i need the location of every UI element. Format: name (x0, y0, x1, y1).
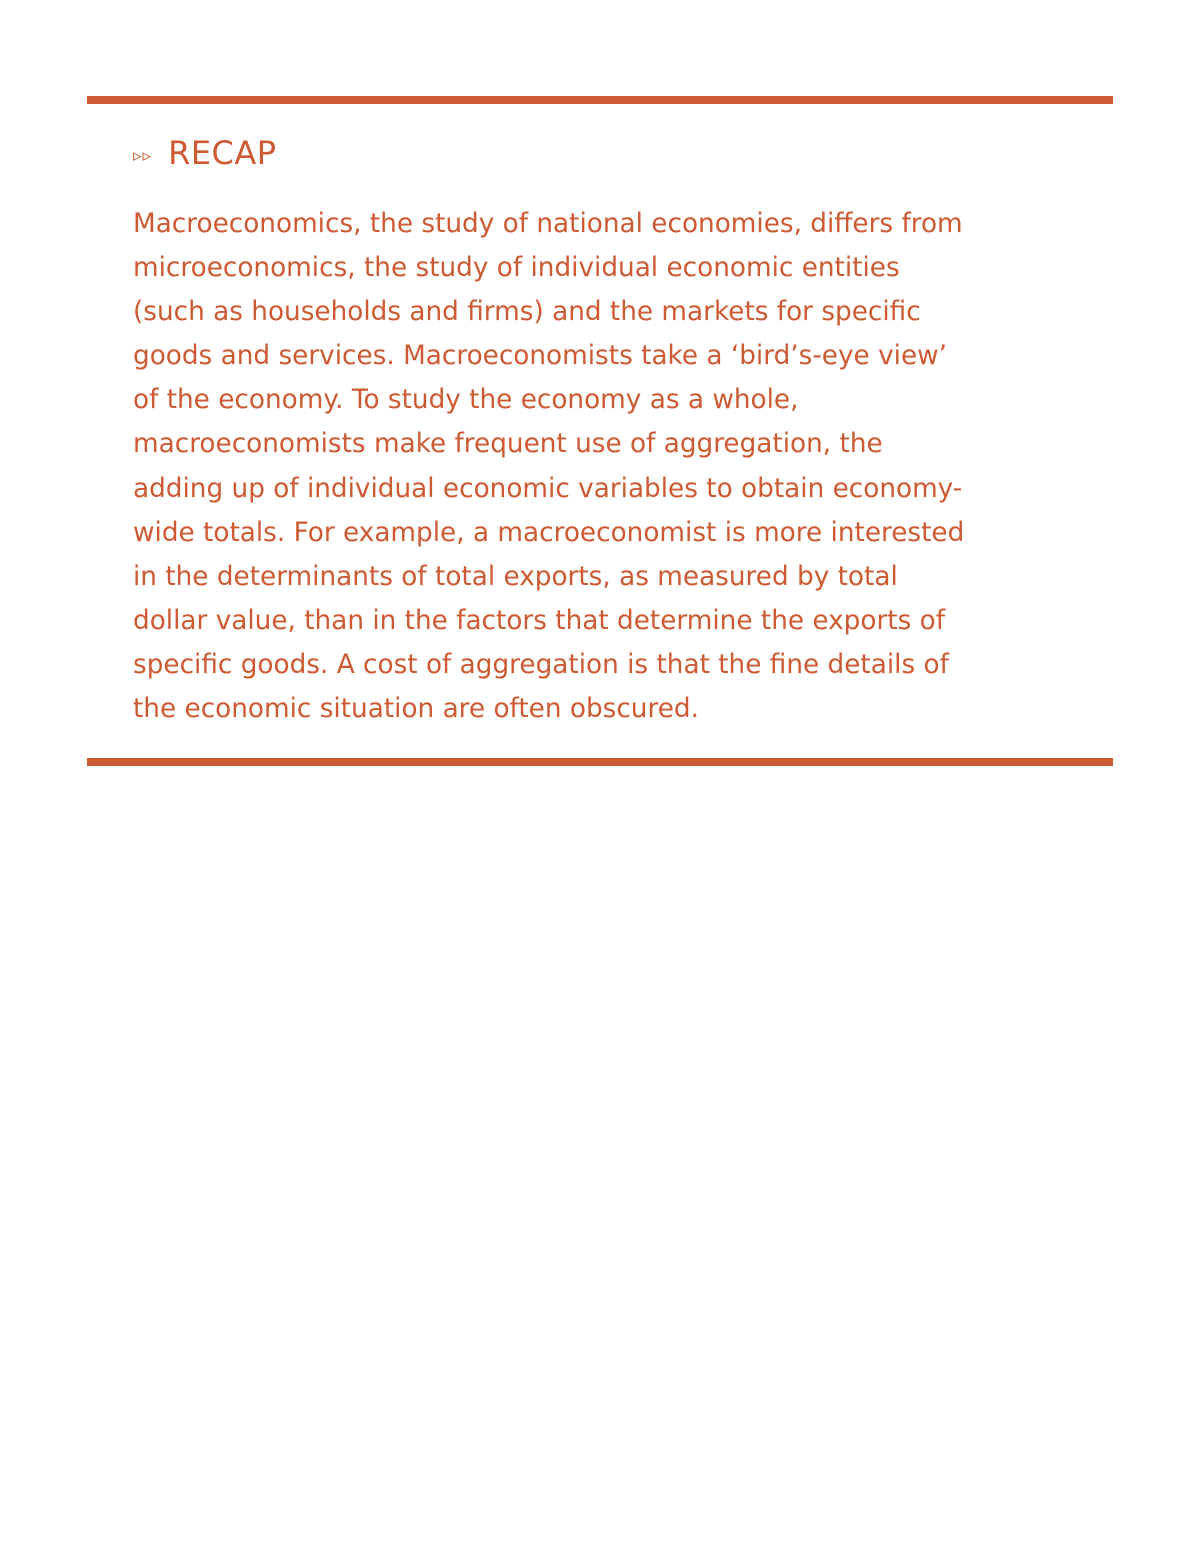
recap-line: wide totals. For example, a macroeconomist is more interested (133, 517, 965, 548)
recap-line: specific goods. A cost of aggregation is that the fine details of (133, 649, 949, 680)
recap-line: macroeconomists make frequent use of aggregation, the (133, 429, 883, 460)
recap-line: dollar value, than in the factors that determine the exports of (133, 605, 945, 636)
double-triangle-icon: ▹▹ (133, 146, 153, 166)
recap-body (133, 202, 1073, 731)
recap-line: the economic situation are often obscured. (133, 694, 699, 725)
recap-line: goods and services. Macroeconomists take a ‘bird’s-eye view’ (133, 341, 947, 372)
recap-title: RECAP (168, 134, 277, 172)
recap-header (133, 134, 277, 172)
bottom-divider (87, 758, 1113, 766)
top-divider (87, 96, 1113, 104)
recap-line: microeconomics, the study of individual economic entities (133, 253, 900, 284)
recap-line: of the economy. To study the economy as a whole, (133, 385, 799, 416)
recap-line: (such as households and firms) and the markets for specific (133, 297, 921, 328)
recap-line: adding up of individual economic variables to obtain economy- (133, 473, 963, 504)
recap-line: Macroeconomics, the study of national economies, differs from (133, 209, 963, 239)
recap-line: in the determinants of total exports, as measured by total (133, 561, 898, 592)
